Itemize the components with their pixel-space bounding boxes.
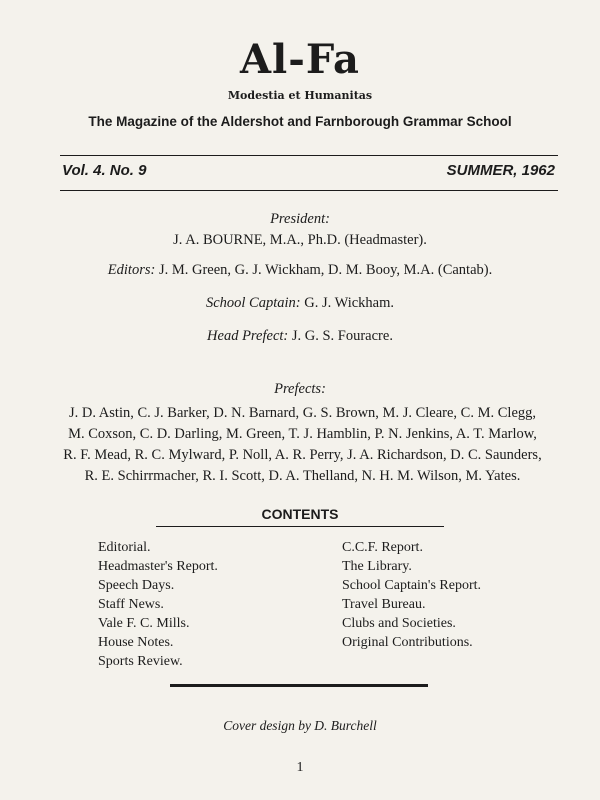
- prefects-line: R. F. Mead, R. C. Mylward, P. Noll, A. R. Perry, J. A. Richardson, D. C. Saunders,: [63, 447, 542, 463]
- contents-item: Sports Review.: [98, 654, 183, 669]
- head-prefect-label: Head Prefect:: [207, 328, 289, 344]
- school-captain-line: [0, 295, 600, 312]
- header-divider-top: [60, 155, 558, 156]
- contents-item: Speech Days.: [98, 578, 175, 593]
- contents-item: Editorial.: [98, 540, 151, 555]
- contents-heading: CONTENTS: [261, 506, 339, 522]
- editors-names: J. M. Green, G. J. Wickham, D. M. Booy, M.A. (Cantab).: [158, 262, 493, 278]
- head-prefect-name: J. G. S. Fouracre.: [291, 328, 393, 344]
- contents-item: The Library.: [342, 559, 412, 574]
- contents-left-column: [98, 538, 218, 671]
- contents-item: Original Contributions.: [342, 635, 473, 650]
- contents-item: Vale F. C. Mills.: [98, 616, 190, 631]
- prefects-label: Prefects:: [274, 381, 326, 397]
- president-name: J. A. BOURNE, M.A., Ph.D. (Headmaster).: [173, 232, 427, 248]
- contents-item: House Notes.: [98, 635, 174, 650]
- issue-date: SUMMER, 1962: [446, 162, 555, 179]
- editors-line: [0, 262, 600, 279]
- contents-item: C.C.F. Report.: [342, 540, 423, 555]
- contents-item: Clubs and Societies.: [342, 616, 456, 631]
- contents-item: School Captain's Report.: [342, 578, 482, 593]
- head-prefect-line: [0, 328, 600, 345]
- prefects-line: R. E. Schirrmacher, R. I. Scott, D. A. Thelland, N. H. M. Wilson, M. Yates.: [84, 468, 521, 484]
- school-motto: Modestia et Humanitas: [227, 89, 373, 102]
- contents-item: Headmaster's Report.: [98, 559, 218, 574]
- president-label: President:: [270, 211, 330, 227]
- page-number: 1: [296, 760, 304, 775]
- prefects-list: [20, 403, 585, 487]
- magazine-subtitle: The Magazine of the Aldershot and Farnborough Grammar School: [88, 114, 512, 129]
- contents-item: Travel Bureau.: [342, 597, 426, 612]
- school-captain-label: School Captain:: [205, 295, 301, 311]
- magazine-title: Al-Fa: [240, 36, 360, 83]
- cover-credit: Cover design by D. Burchell: [223, 718, 377, 733]
- contents-divider: [156, 526, 444, 527]
- editors-label: Editors:: [107, 262, 156, 278]
- contents-item: Staff News.: [98, 597, 164, 612]
- prefects-line: M. Coxson, C. D. Darling, M. Green, T. J. Hamblin, P. N. Jenkins, A. T. Marlow,: [68, 426, 537, 442]
- contents-right-column: [342, 538, 481, 652]
- volume-number: Vol. 4. No. 9: [62, 162, 147, 179]
- school-captain-name: G. J. Wickham.: [304, 295, 395, 311]
- prefects-line: J. D. Astin, C. J. Barker, D. N. Barnard, G. S. Brown, M. J. Cleare, C. M. Clegg,: [68, 405, 537, 421]
- footer-divider: [170, 684, 428, 687]
- header-divider-bottom: [60, 190, 558, 191]
